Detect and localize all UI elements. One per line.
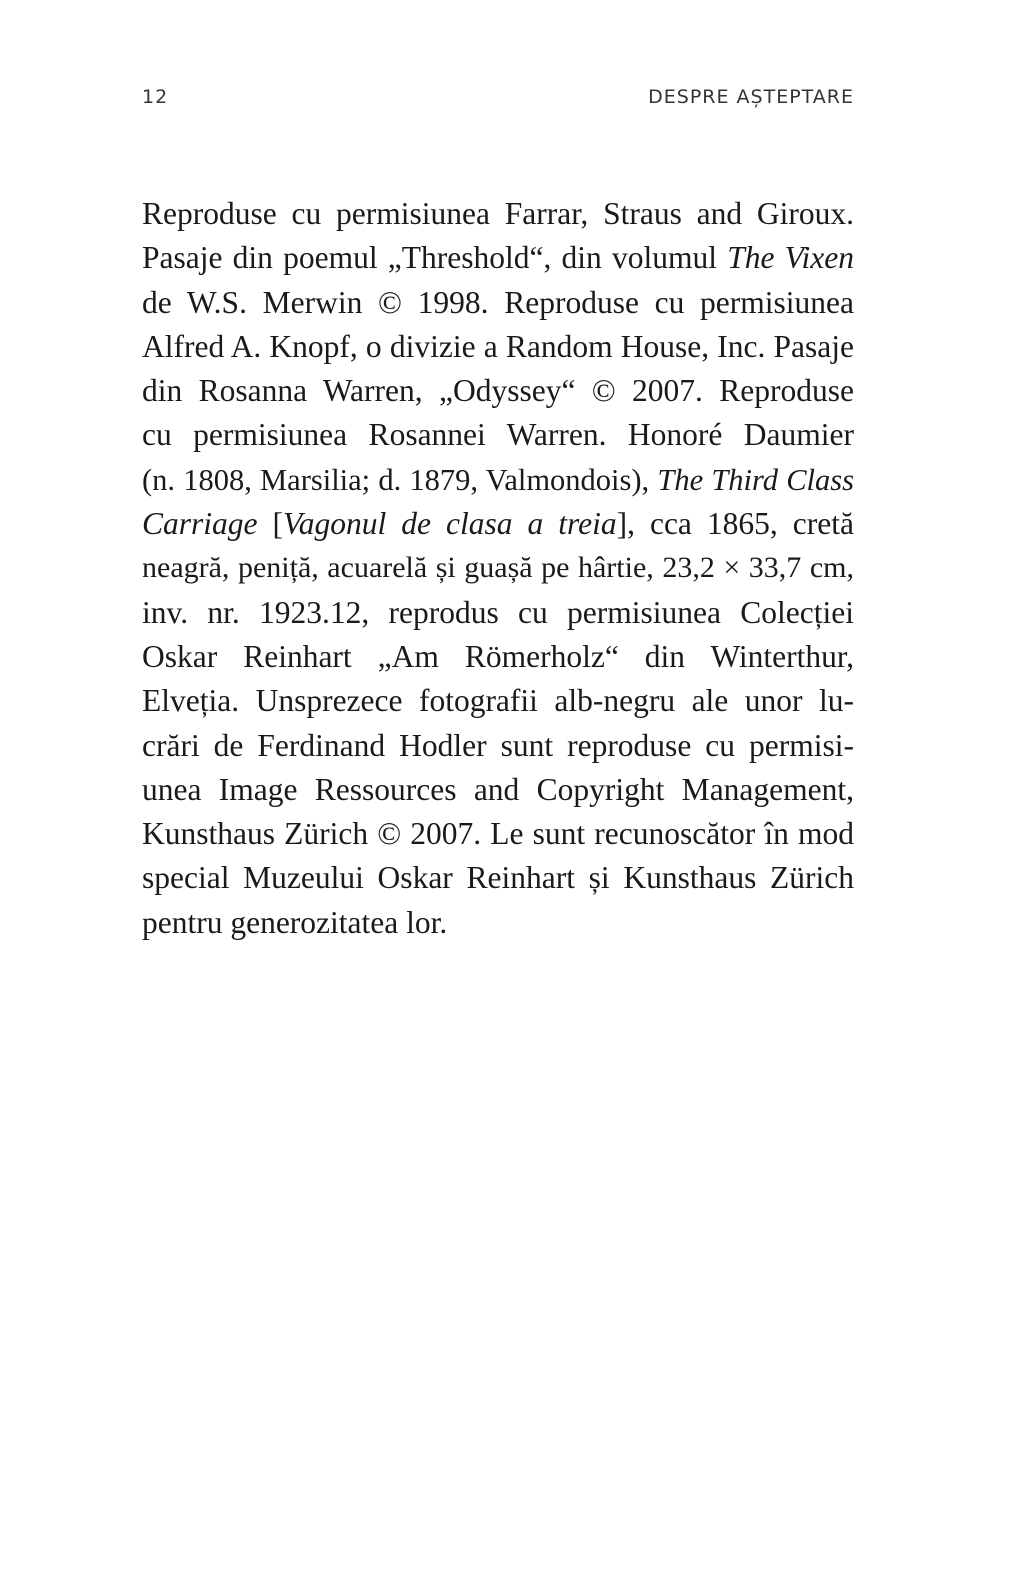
running-title: DESPRE AȘTEPTARE — [648, 86, 854, 108]
text-line: Kunsthaus Zürich © 2007. Le sunt recunoscător în mod — [142, 816, 854, 852]
text-line: inv. nr. 1923.12, reprodus cu permisiunea Colecției — [142, 594, 854, 630]
text-line: crări de Ferdinand Hodler sunt reproduse cu permisi- — [142, 727, 854, 763]
text-segment: ], cca 1865, cretă — [616, 506, 854, 542]
body-paragraph — [142, 192, 854, 945]
text-line — [142, 458, 854, 502]
text-line: Alfred A. Knopf, o divizie a Random House, Inc. Pasaje — [142, 328, 854, 364]
text-line: Elveția. Unsprezece fotografii alb-negru ale unor lu- — [142, 683, 854, 719]
italic-title: The Vixen — [727, 240, 854, 276]
text-line — [142, 236, 854, 280]
text-line: Reproduse cu permisiunea Farrar, Straus and Giroux. — [142, 196, 854, 231]
text-line: special Muzeului Oskar Reinhart și Kunsthaus Zürich — [142, 860, 854, 896]
italic-title: Carriage — [142, 506, 258, 542]
text-line — [142, 502, 854, 546]
page-header — [142, 86, 854, 112]
text-segment: (n. 1808, Marsilia; d. 1879, Valmondois), — [142, 462, 658, 497]
italic-title: Vagonul de clasa a treia — [283, 506, 617, 542]
text-line: cu permisiunea Rosannei Warren. Honoré Daumier — [142, 417, 854, 453]
text-line: de W.S. Merwin © 1998. Reproduse cu permisiunea — [142, 284, 854, 320]
italic-title: The Third Class — [657, 462, 855, 497]
text-segment: Pasaje din poemul „Threshold“, din volumul — [142, 240, 728, 276]
text-line: din Rosanna Warren, „Odyssey“ © 2007. Reproduse — [142, 373, 854, 409]
text-line: unea Image Ressources and Copyright Management, — [142, 771, 854, 807]
page-number: 12 — [142, 86, 169, 108]
text-line: pentru generozitatea lor. — [142, 904, 448, 940]
text-line: Oskar Reinhart „Am Römerholz“ din Winterthur, — [142, 638, 854, 674]
text-line: neagră, peniță, acuarelă și guașă pe hârtie, 23,2 × 33,7 cm, — [142, 551, 854, 585]
text-segment: [ — [257, 506, 284, 542]
